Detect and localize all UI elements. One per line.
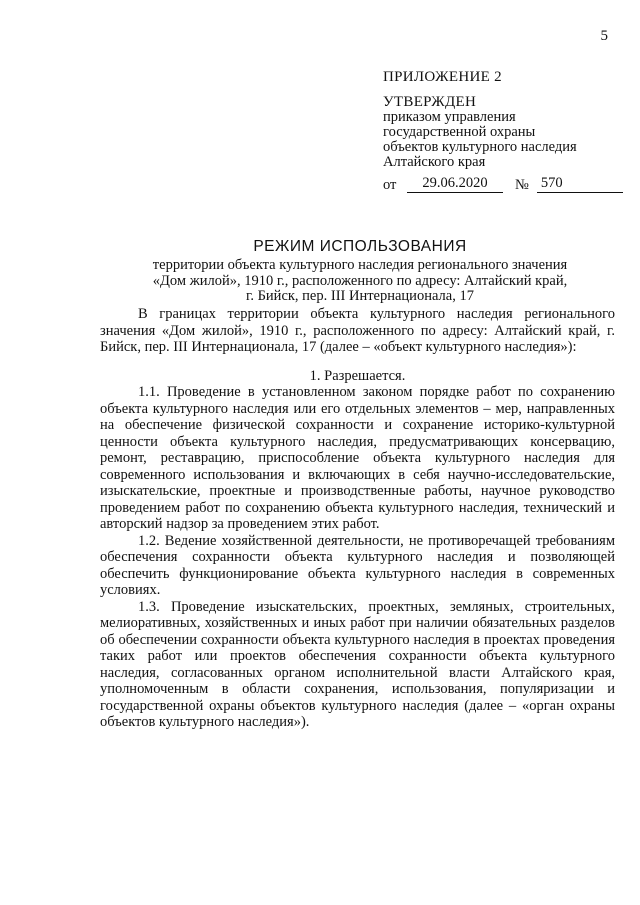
- item-1-2: 1.2. Ведение хозяйственной деятельности, не противоречащей требованиям обеспечения сохранности объекта культурного наследия и позволяющей обеспечить функционирование объекта культурного наследия в современных условиях.: [100, 532, 615, 598]
- document-body: [100, 306, 615, 731]
- heading-line-2: «Дом жилой», 1910 г., расположенного по адресу: Алтайский край,: [152, 272, 568, 289]
- approval-line-2: государственной охраны: [383, 124, 536, 140]
- order-date: 29.06.2020: [407, 176, 503, 193]
- intro-paragraph: В границах территории объекта культурного наследия регионального значения «Дом жилой», 1910 г., расположенного по адресу: Алтайский край, г. Бийск, пер. III Интернационала, 17 (далее – «объект культурного наследия»):: [100, 306, 615, 355]
- order-line: [383, 176, 623, 193]
- approval-line-4: Алтайского края: [383, 154, 486, 170]
- document-heading: [100, 238, 620, 305]
- item-1-1: 1.1. Проведение в установленном законом порядке работ по сохранению объекта культурного наследия или его отдельных элементов – мер, направленных на обеспечение физической сохранности и сохранение историко-культурной ценности объекта культурного наследия, предусматривающих консервацию, ремонт, реставрацию, приспособление объекта культурного наследия для современного использования и включающих в себя научно-исследовательские, изыскательские, проектные и производственные работы, научное руководство проведением работ по сохранению объекта культурного наследия, технический и авторский надзор за проведением этих работ.: [100, 384, 615, 532]
- approval-line-1: приказом управления: [383, 109, 516, 125]
- item-1-3: 1.3. Проведение изыскательских, проектных, земляных, строительных, мелиоративных, хозяйственных и иных работ при наличии обязательных разделов об обеспечении сохранности объекта культурного наследия в проектах проведения таких работ или проектов обеспечения сохранности объекта культурного наследия, согласованных органом исполнительной власти Алтайского края, уполномоченным в области сохранения, использования, популяризации и государственной охраны объектов культурного наследия (далее – «орган охраны объектов культурного наследия»).: [100, 598, 615, 730]
- approval-line-3: объектов культурного наследия: [383, 139, 577, 155]
- order-number: 570: [537, 176, 623, 193]
- appendix-label: ПРИЛОЖЕНИЕ 2: [383, 69, 502, 85]
- approved-label: УТВЕРЖДЕН: [383, 94, 477, 110]
- number-label: №: [515, 177, 529, 193]
- from-label: от: [383, 177, 397, 193]
- document-title: РЕЖИМ ИСПОЛЬЗОВАНИЯ: [253, 238, 467, 255]
- page-number: 5: [600, 28, 608, 44]
- heading-line-1: территории объекта культурного наследия регионального значения: [152, 257, 568, 273]
- approval-block: [383, 70, 623, 193]
- section-title: 1. Разрешается.: [309, 367, 406, 384]
- heading-line-3: г. Бийск, пер. III Интернационала, 17: [246, 288, 474, 304]
